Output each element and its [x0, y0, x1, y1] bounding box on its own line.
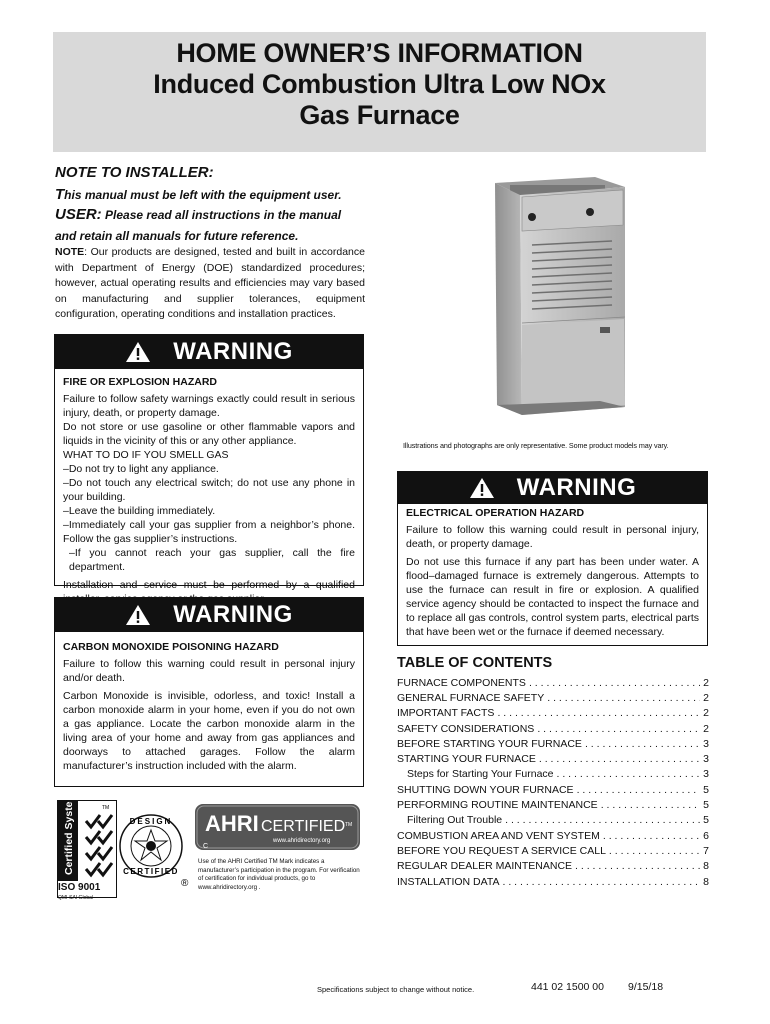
title-line3: Gas Furnace: [299, 100, 460, 130]
footer-specifications: Specifications subject to change without notice.: [317, 985, 475, 994]
toc-entry-page: 8: [703, 875, 709, 888]
toc-leader-dots: [603, 830, 700, 842]
warning-header: [398, 472, 707, 504]
iso-tm: TM: [102, 805, 110, 811]
title-line1: HOME OWNER’S INFORMATION: [176, 38, 583, 68]
ahri-certified-text: CERTIFIED: [261, 818, 346, 835]
toc-leader-dots: [577, 784, 701, 796]
warning-triangle-icon: [125, 604, 151, 626]
note-line1-text: his manual must be left with the equipment user.: [64, 188, 342, 202]
toc-entry-label: INSTALLATION DATA: [397, 875, 500, 888]
toc-leader-dots: [503, 876, 701, 888]
warning-text: Failure to follow this warning could result in personal injury and/or death.: [63, 658, 355, 684]
furnace-image: [400, 165, 700, 425]
toc-entry-page: 2: [703, 707, 709, 720]
toc-entry-page: 6: [703, 829, 709, 842]
warning-header: [55, 598, 363, 632]
note-line1: [55, 186, 342, 203]
warning-body: [55, 369, 363, 612]
warning-electrical-box: [397, 471, 708, 646]
toc-entry-label: PERFORMING ROUTINE MAINTENANCE: [397, 799, 598, 812]
toc-entry[interactable]: [397, 797, 709, 812]
toc-leader-dots: [537, 723, 700, 735]
toc-leader-dots: [609, 845, 700, 857]
title-banner: [53, 32, 706, 152]
note-para-text: : Our products are designed, tested and built in accordance with Department of Energy (DOE) standardized procedures; however, actual operating results and efficiencies may vary based on manufacturing and supplier tolerances, equipment configuration, operating conditions and installation practices.: [55, 246, 365, 320]
toc-entry[interactable]: [397, 782, 709, 797]
toc-entry-page: 3: [703, 768, 709, 781]
toc-entry[interactable]: [397, 767, 709, 782]
ahri-url: www.ahridirectory.org: [273, 838, 331, 844]
hazard-label: CARBON MONOXIDE POISONING HAZARD: [63, 641, 279, 653]
warning-triangle-icon: [125, 341, 151, 363]
warning-title: WARNING: [173, 601, 293, 628]
toc-entry-page: 8: [703, 860, 709, 873]
ahri-c: C: [203, 843, 209, 850]
warning-text: –Do not touch any electrical switch; do not use any phone in your building.: [63, 477, 355, 503]
warning-text: WHAT TO DO IF YOU SMELL GAS: [63, 449, 229, 461]
design-bottom-text: CERTIFIED: [123, 867, 179, 876]
warning-body: [398, 504, 707, 645]
hazard-label: ELECTRICAL OPERATION HAZARD: [406, 507, 585, 519]
toc-entry-label: BEFORE STARTING YOUR FURNACE: [397, 737, 582, 750]
toc-entry-label: IMPORTANT FACTS: [397, 707, 495, 720]
toc-entry-page: 3: [703, 737, 709, 750]
document-number: 441 02 1500 00: [531, 981, 604, 993]
toc-entry-label: BEFORE YOU REQUEST A SERVICE CALL: [397, 844, 606, 857]
warning-text: –Leave the building immediately.: [63, 505, 216, 517]
warning-fire-box: [54, 334, 364, 591]
ahri-note: Use of the AHRI Certified TM Mark indicates a manufacturer’s participation in the program. For verification of certification for individual products, go to www.ahridirectory.org .: [198, 858, 360, 891]
ahri-name: AHRI: [205, 811, 259, 836]
title-line2: Induced Combustion Ultra Low NOx: [153, 69, 606, 99]
toc-entry-page: 2: [703, 722, 709, 735]
toc-leader-dots: [557, 768, 701, 780]
toc-entry-page: 5: [703, 814, 709, 827]
toc-entry-page: 2: [703, 691, 709, 704]
toc-leader-dots: [575, 860, 700, 872]
toc-leader-dots: [505, 814, 700, 826]
warning-text: –Immediately call your gas supplier from a neighbor’s phone. Follow the gas supplier’s instructions.: [63, 519, 355, 545]
warning-triangle-icon: [469, 477, 495, 499]
toc-entry-page: 5: [703, 783, 709, 796]
toc-entry[interactable]: [397, 828, 709, 843]
warning-text: Installation and service must be performed by a qualified: [63, 579, 355, 591]
toc-entry-label: SHUTTING DOWN YOUR FURNACE: [397, 783, 574, 796]
toc-title: TABLE OF CONTENTS: [397, 655, 553, 671]
design-top-text: DESIGN: [129, 817, 173, 826]
toc-entry[interactable]: [397, 813, 709, 828]
toc-entry-label: Filtering Out Trouble: [407, 814, 503, 827]
toc-entry-label: STARTING YOUR FURNACE: [397, 753, 536, 766]
toc-entry-label: FURNACE COMPONENTS: [397, 676, 526, 689]
note-user-label: USER:: [55, 206, 102, 223]
design-certified-seal-icon: [117, 806, 189, 892]
toc-entry[interactable]: [397, 690, 709, 705]
toc-entry[interactable]: [397, 721, 709, 736]
toc-entry-label: Steps for Starting Your Furnace: [407, 768, 554, 781]
ahri-tm: TM: [345, 822, 353, 828]
warning-title: WARNING: [516, 474, 637, 501]
toc-leader-dots: [539, 753, 700, 765]
toc-entry[interactable]: [397, 706, 709, 721]
warning-co-box: [54, 597, 364, 787]
warning-title: WARNING: [173, 338, 293, 365]
toc-entry-page: 5: [703, 799, 709, 812]
toc-entry[interactable]: [397, 675, 709, 690]
warning-text: Do not use this furnace if any part has been under water. A flood–damaged furnace is extremely dangerous. Attempts to use the furnace can result in fire or explosion. A qualified service agency should be contacted to inspect the furnace and to replace all gas controls, control system parts, electrical parts that have been wet or the furnace if deemed necessary.: [406, 556, 699, 638]
warning-text: Carbon Monoxide is invisible, odorless, and toxic! Install a carbon monoxide alarm in your home, even if you do not own a gas appliance. Locate the carbon monoxide alarm in the living area of your home and away from gas appliances and doorways to attached garages. Follow the alarm manufacturer’s instruction included with the alarm.: [63, 690, 355, 772]
toc-leader-dots: [601, 799, 700, 811]
toc-entry-page: 2: [703, 676, 709, 689]
toc-entry[interactable]: [397, 843, 709, 858]
image-caption: Illustrations and photographs are only representative. Some product models may vary.: [403, 441, 669, 450]
iso-checkmarks-icon: [58, 801, 118, 881]
warning-header: [55, 335, 363, 369]
warning-text: Failure to follow safety warnings exactly could result in serious injury, death, or property damage.: [63, 393, 355, 419]
warning-text: Do not store or use gasoline or other flammable vapors and liquids in the vicinity of this or any other appliance.: [63, 421, 355, 447]
toc-entry-label: SAFETY CONSIDERATIONS: [397, 722, 535, 735]
hazard-label: FIRE OR EXPLOSION HAZARD: [63, 376, 218, 388]
toc-entry[interactable]: [397, 874, 709, 889]
toc-entry-page: 3: [703, 753, 709, 766]
warning-text: Failure to follow this warning could result in personal injury, death, or property damage.: [406, 524, 699, 550]
note-line2-text: Please read all instructions in the manual: [101, 208, 342, 222]
toc-entry-label: GENERAL FURNACE SAFETY: [397, 691, 545, 704]
note-line3: and retain all manuals for future reference.: [55, 229, 299, 243]
note-paragraph: [55, 245, 365, 323]
toc-entry[interactable]: [397, 859, 709, 874]
warning-text: –Do not try to light any appliance.: [63, 463, 219, 475]
toc-entry-label: REGULAR DEALER MAINTENANCE: [397, 860, 573, 873]
note-heading: NOTE TO INSTALLER:: [55, 164, 214, 181]
warning-body: [55, 632, 363, 779]
toc-entry[interactable]: [397, 751, 709, 766]
document-date: 9/15/18: [628, 981, 664, 993]
toc-entry-page: 7: [703, 844, 709, 857]
iso-side-text: Certified System: [63, 801, 75, 875]
toc-leader-dots: [547, 692, 700, 704]
note-line1-cap: T: [55, 186, 65, 203]
warning-text: –If you cannot reach your gas supplier, call the fire department.: [69, 547, 355, 573]
toc-leader-dots: [497, 707, 700, 719]
toc-list: [397, 675, 709, 889]
note-para-label: NOTE: [55, 246, 85, 258]
toc-entry[interactable]: [397, 736, 709, 751]
note-line2: [55, 206, 341, 223]
ahri-certified-logo: [195, 804, 360, 854]
iso-sublabel: QMI-SAI Global: [58, 895, 94, 901]
toc-leader-dots: [529, 677, 700, 689]
design-registered-mark: ®: [181, 878, 189, 889]
iso-label: ISO 9001: [58, 882, 101, 893]
toc-entry-label: COMBUSTION AREA AND VENT SYSTEM: [397, 829, 600, 842]
toc-leader-dots: [585, 738, 700, 750]
